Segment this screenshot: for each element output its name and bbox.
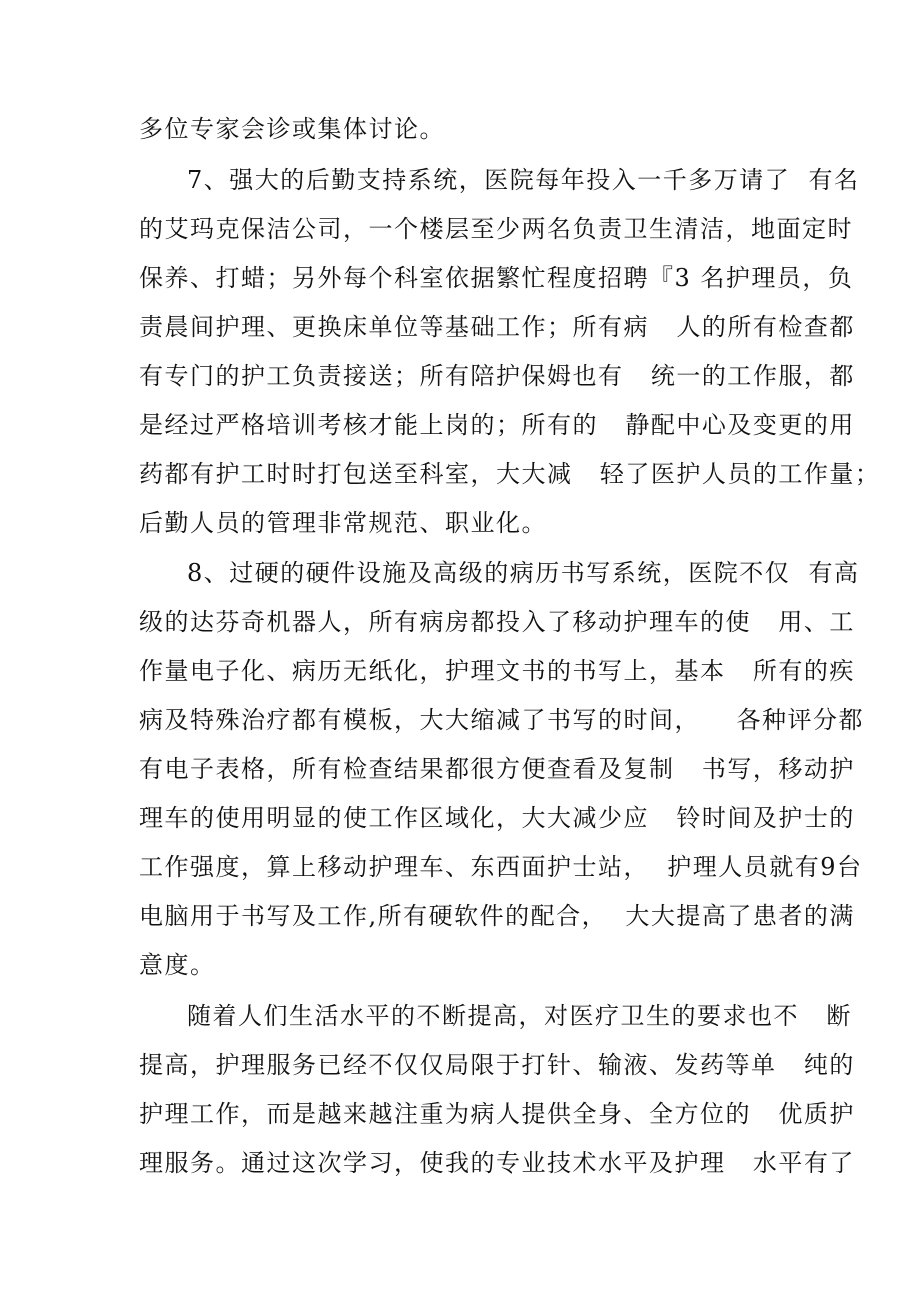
text-line: 有专门的护工负责接送；所有陪护保姆也有 统一的工作服，都 xyxy=(139,362,855,390)
text-line: 有电子表格，所有检查结果都很方便查看及复制 书写，移动护 xyxy=(139,755,855,783)
text-line: 作量电子化、病历无纸化，护理文书的书写上，基本 所有的疾 xyxy=(139,657,855,685)
text-line: 是经过严格培训考核才能上岗的；所有的 静配中心及变更的用 xyxy=(139,411,855,439)
text-line: 提高，护理服务已经不仅仅局限于打针、输液、发药等单 纯的 xyxy=(139,1051,855,1079)
text-line: 保养、打蜡；另外每个科室依据繁忙程度招聘『3 名护理员，负 xyxy=(139,264,854,292)
text-line: 工作强度，算上移动护理车、东西面护士站， 护理人员就有9台 xyxy=(139,853,863,881)
paragraph-8-heading-line: 8、过硬的硬件设施及高级的病历书写系统，医院不仅 有高 xyxy=(187,559,860,587)
paragraph-7-heading-line: 7、强大的后勤支持系统，医院每年投入一千多万请了 有名 xyxy=(187,166,860,194)
text-line: 理服务。通过这次学习，使我的专业技术水平及护理 水平有了 xyxy=(139,1149,855,1177)
text-line: 意度。 xyxy=(139,951,216,979)
text-line: 责晨间护理、更换床单位等基础工作；所有病 人的所有检查都 xyxy=(139,313,855,341)
text-line: 护理工作，而是越来越注重为病人提供全身、全方位的 优质护 xyxy=(139,1100,855,1128)
text-line: 药都有护工时时打包送至科室，大大减 轻了医护人员的工作量； xyxy=(139,460,881,488)
text-line: 的艾玛克保洁公司，一个楼层至少两名负责卫生清洁，地面定时 xyxy=(139,215,853,243)
text-line: 级的达芬奇机器人，所有病房都投入了移动护理车的使 用、工 xyxy=(139,608,855,636)
text-line: 多位专家会诊或集体讨论。 xyxy=(139,115,445,143)
text-line: 电脑用于书写及工作,所有硬软件的配合， 大大提高了患者的满 xyxy=(139,902,855,930)
conclusion-paragraph-line: 随着人们生活水平的不断提高，对医疗卫生的要求也不 断 xyxy=(187,1002,852,1030)
text-line: 后勤人员的管理非常规范、职业化。 xyxy=(139,509,547,537)
text-line: 理车的使用明显的使工作区域化，大大减少应 铃时间及护士的 xyxy=(139,804,855,832)
text-line: 病及特殊治疗都有模板，大大缩减了书写的时间， 各种评分都 xyxy=(139,706,865,734)
